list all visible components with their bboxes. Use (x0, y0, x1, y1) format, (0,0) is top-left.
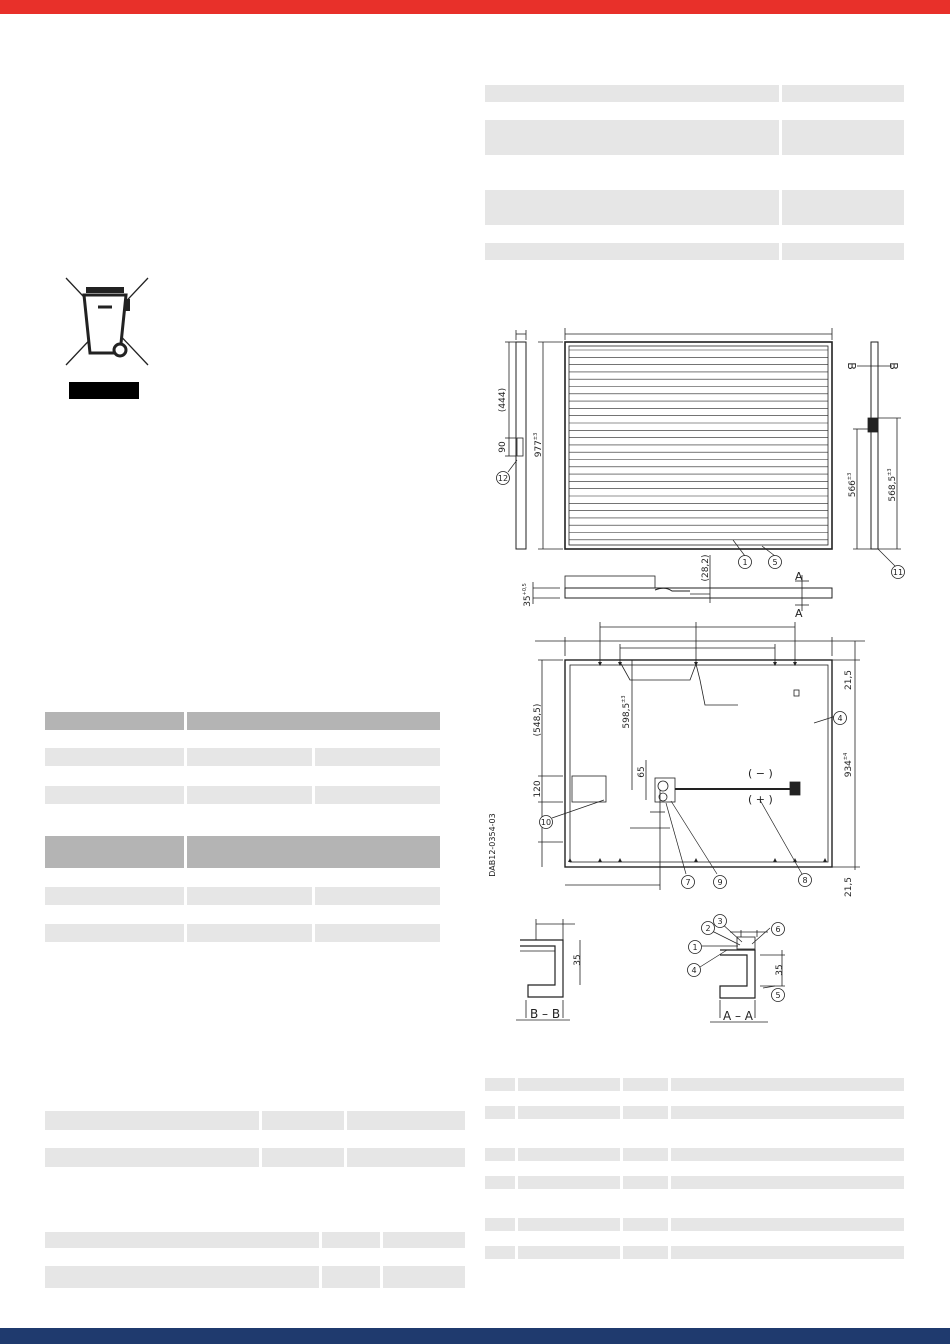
section-marker-b-right: B (887, 362, 900, 370)
section-marker-a-bottom: A (795, 607, 803, 620)
mounting-hole-mark (694, 662, 698, 666)
callout-number: 2 (705, 924, 711, 933)
table-cell (518, 1246, 620, 1259)
bottom-accent-bar (0, 1328, 950, 1344)
table-cell (322, 1266, 380, 1288)
table-cell (383, 1266, 465, 1288)
table-cell (347, 1148, 465, 1167)
mounting-hole-mark (694, 858, 698, 862)
dim-568-5: $568,5^{\pm 3}$ (887, 468, 898, 502)
callout-marker (714, 876, 727, 889)
section-a-a-label: A – A (722, 1009, 754, 1023)
dim-28-2: (28,2) (701, 554, 711, 582)
table-cell (671, 1078, 904, 1091)
table-cell (518, 1176, 620, 1189)
callout-marker (739, 556, 752, 569)
mounting-hole-mark (618, 858, 622, 862)
left-side-view (505, 330, 526, 549)
callout-number: 10 (540, 818, 552, 827)
table-cell (45, 1266, 319, 1288)
callout-number: 11 (892, 568, 904, 577)
callout-number: 1 (742, 558, 748, 567)
callout-marker (497, 472, 510, 485)
right-side-view (853, 342, 901, 549)
callout-number: 4 (691, 966, 697, 975)
callout-number: 3 (717, 917, 723, 926)
table-cell (671, 1106, 904, 1119)
section-marker-a-top: A (795, 570, 803, 583)
table-cell (485, 1106, 515, 1119)
table-cell (518, 1218, 620, 1231)
table-cell (485, 1246, 515, 1259)
table-cell (383, 1232, 465, 1248)
table-cell (623, 1176, 668, 1189)
table-cell (623, 1246, 668, 1259)
callout-number: 8 (802, 876, 808, 885)
table-cell (671, 1246, 904, 1259)
dim-35-edge: $35^{+0,5}$ (522, 583, 533, 607)
table-cell (485, 1078, 515, 1091)
mounting-hole-mark (598, 662, 602, 666)
table-cell (518, 1078, 620, 1091)
table-cell (623, 1148, 668, 1161)
section-marker-b-left: B (845, 362, 858, 370)
callout-marker (540, 816, 553, 829)
callout-marker (702, 922, 715, 935)
mounting-hole-mark (773, 662, 777, 666)
table-cell (518, 1106, 620, 1119)
table-cell (623, 1106, 668, 1119)
callout-marker (892, 566, 905, 579)
table-cell (671, 1176, 904, 1189)
table-cell (322, 1232, 380, 1248)
drawing-code: DAB12-0354-03 (488, 813, 497, 877)
table-cell (262, 1111, 344, 1130)
callout-marker (682, 876, 695, 889)
dim-35-bb: 35 (573, 954, 583, 966)
callout-number: 6 (775, 925, 781, 934)
table-cell (45, 1148, 259, 1167)
dim-35-aa: 35 (775, 964, 785, 976)
callout-marker (714, 915, 727, 928)
table-cell (262, 1148, 344, 1167)
dim-566: $566^{\pm 3}$ (847, 472, 858, 498)
callout-marker (799, 874, 812, 887)
dim-598-5: $598,5^{\pm 3}$ (621, 695, 632, 729)
callout-number: 1 (692, 943, 698, 952)
callout-marker (769, 556, 782, 569)
dim-65: 65 (637, 766, 647, 778)
polarity-minus-label: ( − ) (748, 767, 773, 780)
edge-view (533, 555, 832, 611)
callout-number: 7 (685, 878, 691, 887)
table-cell (347, 1111, 465, 1130)
mounting-hole-mark (773, 858, 777, 862)
callout-number: 12 (497, 474, 509, 483)
table-cell (485, 1148, 515, 1161)
callout-marker (772, 923, 785, 936)
mounting-hole-mark (568, 858, 572, 862)
table-cell (45, 1111, 259, 1130)
callout-marker (772, 989, 785, 1002)
mounting-hole-mark (823, 858, 827, 862)
table-cell (518, 1148, 620, 1161)
dim-90: 90 (498, 441, 508, 453)
mounting-hole-mark (598, 858, 602, 862)
callout-marker (689, 941, 702, 954)
callout-number: 4 (837, 714, 843, 723)
callout-marker (688, 964, 701, 977)
table-cell (485, 1218, 515, 1231)
dim-934: $934^{\pm 4}$ (843, 752, 854, 778)
dim-21-5-top: 21,5 (844, 669, 854, 691)
dim-977: $977^{\pm 3}$ (533, 432, 544, 458)
dim-444: (444) (498, 387, 508, 413)
section-b-b (516, 919, 580, 1020)
dim-120: 120 (533, 780, 543, 798)
table-cell (671, 1148, 904, 1161)
rear-view (535, 622, 865, 890)
table-cell (485, 1176, 515, 1189)
callout-marker (834, 712, 847, 725)
front-view (538, 328, 832, 549)
section-b-b-label: B – B (529, 1007, 561, 1021)
callout-number: 9 (717, 878, 723, 887)
dim-21-5-bottom: 21,5 (844, 876, 854, 898)
dim-548-5: (548,5) (533, 703, 543, 737)
mounting-hole-mark (793, 662, 797, 666)
table-cell (623, 1218, 668, 1231)
polarity-plus-label: ( + ) (748, 793, 773, 806)
table-cell (45, 1232, 319, 1248)
callout-number: 5 (772, 558, 778, 567)
callout-number: 5 (775, 991, 781, 1000)
table-cell (671, 1218, 904, 1231)
table-cell (623, 1078, 668, 1091)
